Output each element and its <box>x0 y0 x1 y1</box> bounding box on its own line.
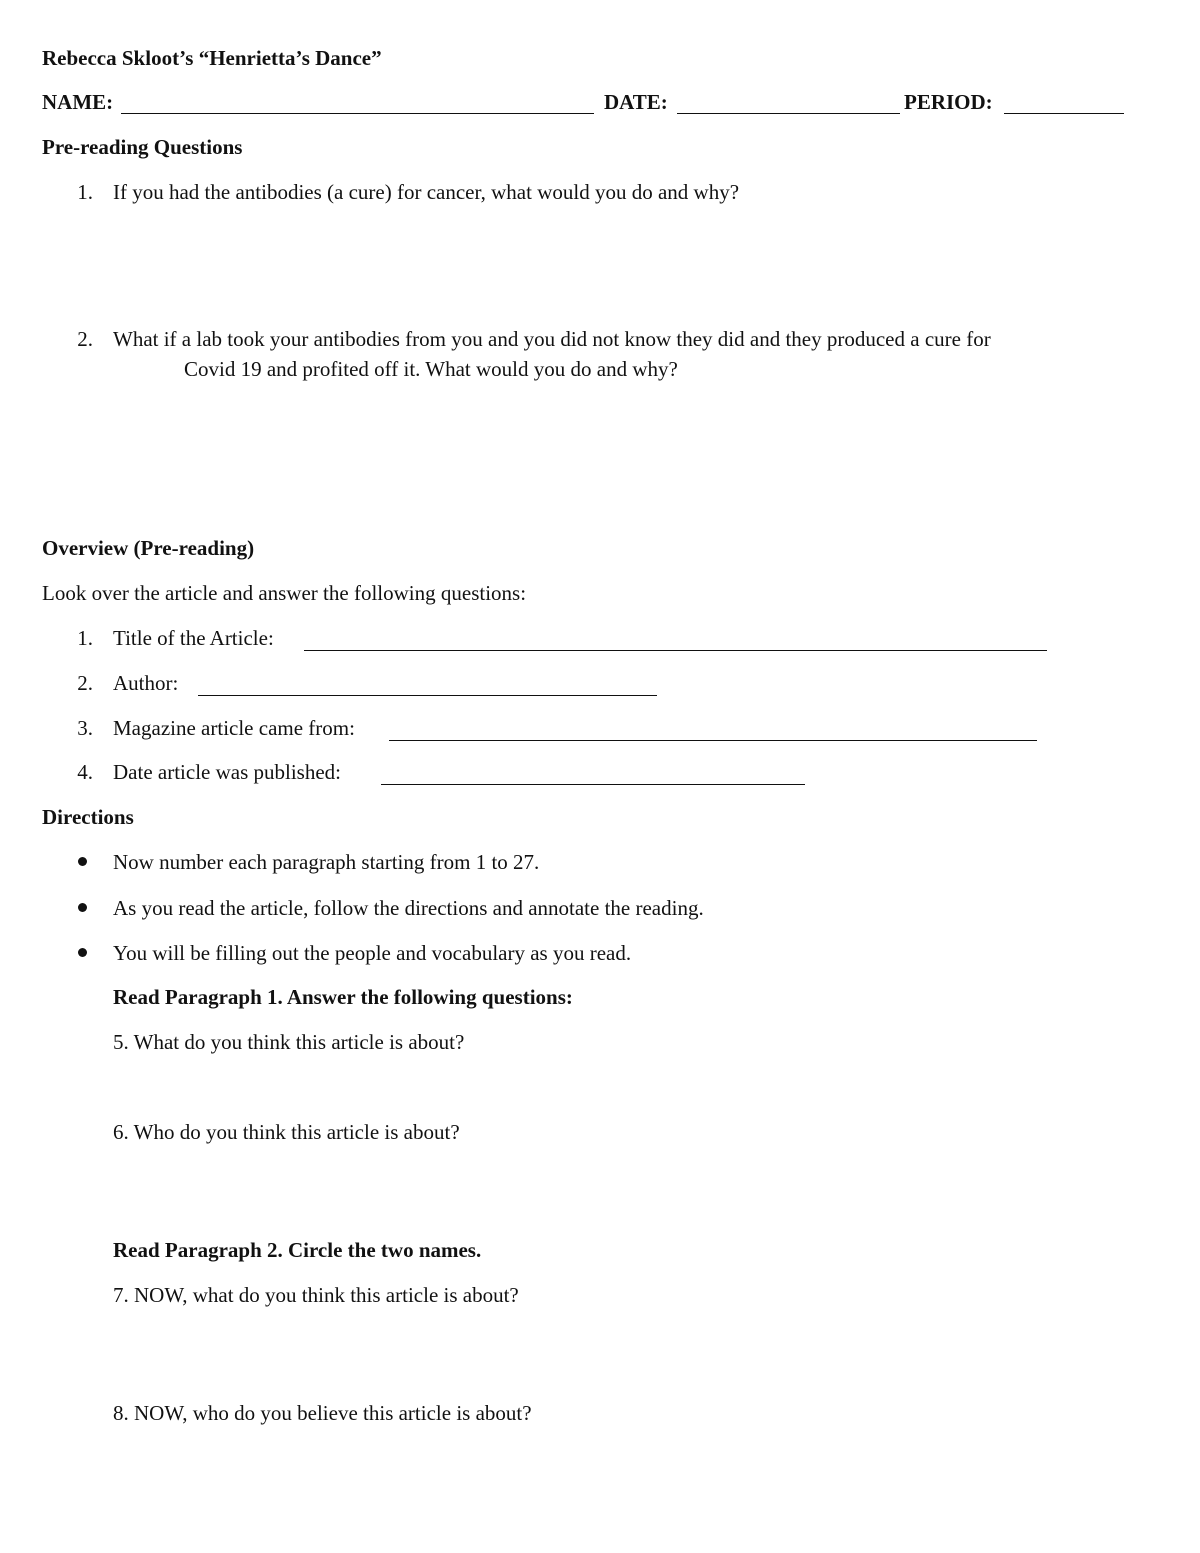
author-label: Author: <box>113 671 179 695</box>
date-field[interactable] <box>677 113 900 114</box>
direction-bullet-2: As you read the article, follow the directions and annotate the reading. <box>113 896 704 920</box>
author-field[interactable] <box>198 695 657 696</box>
name-field[interactable] <box>121 113 594 114</box>
overview-item-1-number: 1. <box>77 626 93 650</box>
magazine-field[interactable] <box>389 740 1037 741</box>
overview-heading: Overview (Pre-reading) <box>42 536 255 560</box>
name-label: NAME: <box>42 90 114 114</box>
question-1-text: If you had the antibodies (a cure) for cancer, what would you do and why? <box>113 180 740 204</box>
title-of-article-field[interactable] <box>304 650 1047 651</box>
period-label: PERIOD: <box>904 90 993 114</box>
document-title: Rebecca Skloot’s “Henrietta’s Dance” <box>42 46 382 70</box>
period-field[interactable] <box>1004 113 1124 114</box>
date-label: DATE: <box>604 90 668 114</box>
title-of-article-label: Title of the Article: <box>113 626 274 650</box>
bullet-icon <box>78 857 87 866</box>
date-published-label: Date article was published: <box>113 760 342 784</box>
bullet-icon <box>78 948 87 957</box>
question-2-text-line2: Covid 19 and profited off it. What would you do and why? <box>184 357 678 381</box>
question-1-number: 1. <box>77 180 93 204</box>
question-7: 7. NOW, what do you think this article is about? <box>113 1283 519 1307</box>
paragraph-1-heading: Read Paragraph 1. Answer the following questions: <box>113 985 573 1009</box>
prereading-heading: Pre-reading Questions <box>42 135 243 159</box>
direction-bullet-3: You will be filling out the people and vocabulary as you read. <box>113 941 632 965</box>
direction-bullet-1: Now number each paragraph starting from 1 to 27. <box>113 850 540 874</box>
overview-item-2-number: 2. <box>77 671 93 695</box>
magazine-label: Magazine article came from: <box>113 716 355 740</box>
date-published-field[interactable] <box>381 784 805 785</box>
question-6: 6. Who do you think this article is about? <box>113 1120 460 1144</box>
question-2-text-line1: What if a lab took your antibodies from you and you did not know they did and they produced a cure for <box>113 327 991 351</box>
paragraph-2-heading: Read Paragraph 2. Circle the two names. <box>113 1238 482 1262</box>
question-8: 8. NOW, who do you believe this article is about? <box>113 1401 532 1425</box>
overview-intro: Look over the article and answer the following questions: <box>42 581 527 605</box>
overview-item-3-number: 3. <box>77 716 93 740</box>
question-2-number: 2. <box>77 327 93 351</box>
bullet-icon <box>78 903 87 912</box>
question-5: 5. What do you think this article is about? <box>113 1030 465 1054</box>
directions-heading: Directions <box>42 805 134 829</box>
overview-item-4-number: 4. <box>77 760 93 784</box>
